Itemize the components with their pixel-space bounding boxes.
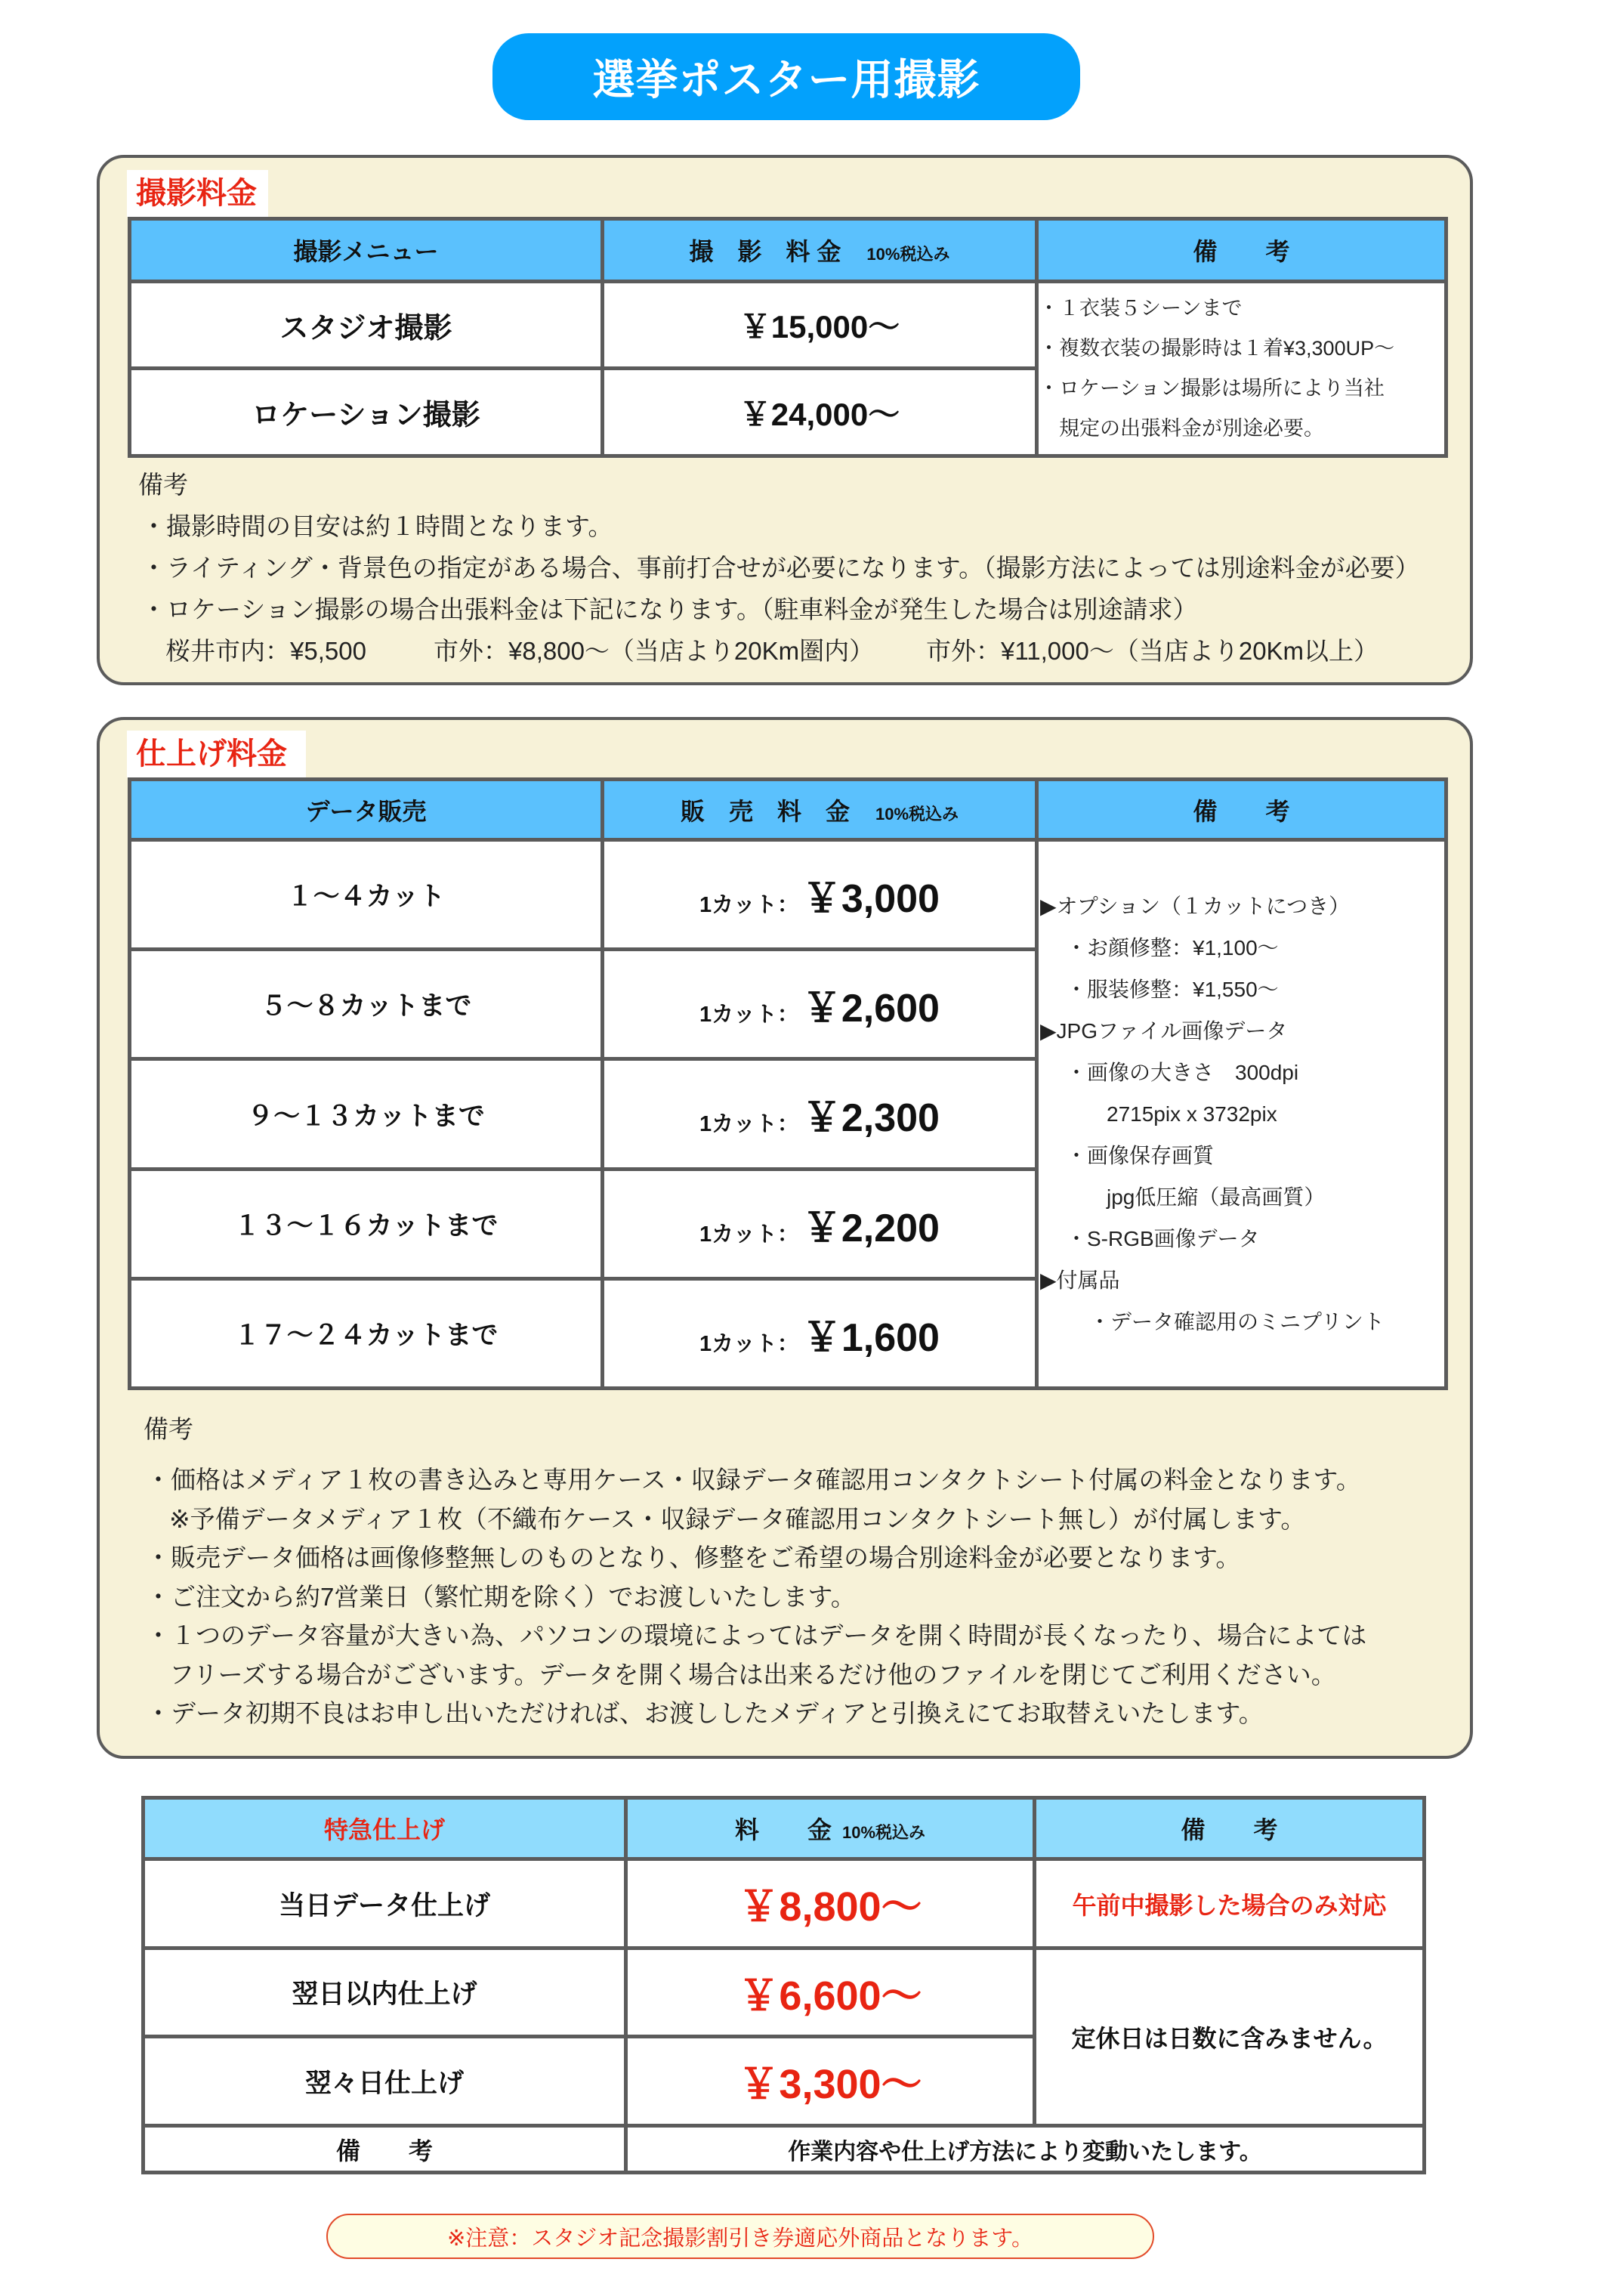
data-sales-remarks-cell	[1039, 842, 1444, 1386]
travel-fee-within-20km: 市外：¥8,800〜（当店より20Km圏内）	[434, 637, 875, 665]
per-cut-price: ￥2,600	[801, 986, 940, 1031]
per-cut-label: 1カット：	[699, 1331, 799, 1356]
cut-price-group	[699, 1306, 940, 1362]
remark-line: 規定の出張料金が別途必要。	[1039, 417, 1324, 440]
price-studio: ￥15,000〜	[604, 283, 1035, 366]
travel-fee-over-20km: 市外：¥11,000〜（当店より20Km以上）	[926, 637, 1379, 665]
express-two-days-price: ￥3,300〜	[628, 2038, 1033, 2124]
remark-heading-jpg: ▶JPGファイル画像データ	[1040, 1019, 1288, 1043]
cut-price	[604, 1281, 1035, 1386]
section-label-shooting-fee: 撮影料金	[127, 170, 268, 217]
per-cut-price: ￥2,200	[801, 1206, 940, 1250]
menu-studio: スタジオ撮影	[131, 283, 601, 366]
remark-line: ・S-RGB画像データ	[1066, 1227, 1260, 1250]
note-line: フリーズする場合がございます。データを開く場合は出来るだけ他のファイルを閉じてご利用ください。	[169, 1660, 1336, 1689]
header-remarks: 備 考	[1036, 1800, 1422, 1857]
express-same-day-price: ￥8,800〜	[628, 1861, 1033, 1946]
per-cut-label: 1カット：	[699, 1002, 799, 1027]
shooting-remarks-cell	[1039, 283, 1444, 454]
cut-price	[604, 1061, 1035, 1167]
remark-heading-accessories: ▶付属品	[1040, 1269, 1120, 1292]
express-footer-label: 備 考	[145, 2128, 624, 2171]
header-data-sales: データ販売	[131, 781, 601, 838]
header-sales-price	[604, 781, 1035, 838]
header-tax-note: 10%税込み	[875, 804, 959, 824]
express-two-days: 翌々日仕上げ	[145, 2038, 624, 2124]
header-price-label: 販 売 料 金	[680, 797, 850, 825]
remark-line: ・画像の大きさ 300dpi	[1066, 1061, 1299, 1084]
section-label-finishing-fee: 仕上げ料金	[127, 731, 306, 777]
express-next-day: 翌日以内仕上げ	[145, 1950, 624, 2035]
cut-price	[604, 842, 1035, 947]
cut-range: ５〜８カットまで	[131, 951, 601, 1057]
express-same-day: 当日データ仕上げ	[145, 1861, 624, 1946]
per-cut-price: ￥2,300	[801, 1096, 940, 1140]
data-sales-table	[128, 777, 1448, 1390]
note-line: ・撮影時間の目安は約１時間となります。	[141, 512, 613, 540]
notice-banner: ※注意：スタジオ記念撮影割引き券適応外商品となります。	[326, 2214, 1154, 2259]
cut-range: １〜４カット	[131, 842, 601, 947]
header-price-group	[735, 1811, 925, 1846]
header-tax-note: 10%税込み	[866, 245, 950, 264]
header-express-price	[628, 1800, 1033, 1857]
finishing-notes	[146, 1460, 1366, 1733]
cut-range: １３〜１６カットまで	[131, 1171, 601, 1277]
header-express: 特急仕上げ	[145, 1800, 624, 1857]
per-cut-label: 1カット：	[699, 1112, 799, 1136]
header-remarks: 備 考	[1039, 221, 1444, 280]
note-line: ・価格はメディア１枚の書き込みと専用ケース・収録データ確認用コンタクトシート付属の料金となります。	[146, 1466, 1361, 1494]
page-title: 選挙ポスター用撮影	[492, 33, 1080, 120]
express-finishing-table	[141, 1796, 1426, 2174]
express-footer-text: 作業内容や仕上げ方法により変動いたします。	[628, 2128, 1422, 2171]
menu-location: ロケーション撮影	[131, 370, 601, 454]
per-cut-label: 1カット：	[699, 1222, 799, 1247]
cut-price-group	[699, 867, 940, 923]
cut-price-group	[699, 1086, 940, 1142]
header-price-group	[681, 793, 959, 827]
note-line: ・ロケーション撮影の場合出張料金は下記になります。（駐車料金が発生した場合は別途請求）	[141, 595, 1198, 623]
shooting-fee-section	[97, 155, 1473, 685]
remark-line: jpg低圧縮（最高画質）	[1107, 1185, 1326, 1209]
cut-price-group	[699, 976, 940, 1033]
remark-line: ・服装修整：¥1,550〜	[1066, 978, 1279, 1001]
header-shooting-menu: 撮影メニュー	[131, 221, 601, 280]
cut-price-group	[699, 1196, 940, 1253]
remark-line: ・画像保存画質	[1066, 1144, 1215, 1167]
note-line: ・販売データ価格は画像修整無しのものとなり、修整をご希望の場合別途料金が必要となります。	[146, 1544, 1241, 1571]
shooting-fee-table	[128, 217, 1448, 458]
remark-line: ・１衣装５シーンまで	[1039, 297, 1243, 320]
data-sales-remarks-list	[1040, 885, 1385, 1343]
per-cut-price: ￥3,000	[801, 876, 940, 921]
travel-fee-in-city: 桜井市内：¥5,500	[165, 637, 366, 665]
note-line: ・データ初期不良はお申し出いただければ、お渡ししたメディアと引換えにてお取替えいたします。	[146, 1699, 1264, 1727]
cut-price	[604, 1171, 1035, 1277]
cut-range: ９〜１３カットまで	[131, 1061, 601, 1167]
remark-line: ・データ確認用のミニプリント	[1089, 1310, 1385, 1333]
price-location: ￥24,000〜	[604, 370, 1035, 454]
finishing-notes-heading: 備考	[144, 1415, 193, 1443]
shooting-notes-heading: 備考	[138, 471, 188, 499]
cut-price	[604, 951, 1035, 1057]
travel-fee-line	[141, 630, 1425, 672]
header-price-label: 料 金	[734, 1816, 832, 1843]
note-line: ・ご注文から約7営業日（繁忙期を除く）でお渡しいたします。	[146, 1582, 856, 1611]
header-tax-note: 10%税込み	[841, 1823, 926, 1842]
express-holiday-remark: 定休日は日数に含みません。	[1036, 1950, 1422, 2124]
remark-heading-options: ▶オプション（１カットにつき）	[1040, 895, 1351, 918]
header-price-label: 撮 影 料 金	[689, 238, 841, 265]
remark-line: ・お顔修整：¥1,100〜	[1066, 936, 1279, 960]
header-shooting-price	[604, 221, 1035, 280]
per-cut-label: 1カット：	[699, 892, 799, 917]
express-next-day-price: ￥6,600〜	[628, 1950, 1033, 2035]
remark-line: ・ロケーション撮影は場所により当社	[1039, 377, 1385, 400]
note-line: ・ライティング・背景色の指定がある場合、事前打合せが必要になります。（撮影方法によっては別途料金が必要）	[141, 554, 1420, 582]
per-cut-price: ￥1,600	[801, 1315, 940, 1360]
express-same-day-remark: 午前中撮影した場合のみ対応	[1036, 1861, 1422, 1946]
note-line: ・１つのデータ容量が大きい為、パソコンの環境によってはデータを開く時間が長くなったり、場合によては	[146, 1621, 1367, 1649]
note-line: ※予備データメディア１枚（不織布ケース・収録データ確認用コンタクトシート無し）が付属します。	[169, 1504, 1306, 1533]
header-price-group	[690, 233, 950, 267]
finishing-fee-section	[97, 717, 1473, 1759]
header-remarks: 備 考	[1039, 781, 1444, 838]
remark-line: 2715pix x 3732pix	[1107, 1102, 1277, 1126]
shooting-remarks-list	[1039, 289, 1394, 449]
shooting-notes	[141, 505, 1425, 672]
remark-line: ・複数衣装の撮影時は１着¥3,300UP〜	[1039, 337, 1395, 360]
cut-range: １７〜２４カットまで	[131, 1281, 601, 1386]
